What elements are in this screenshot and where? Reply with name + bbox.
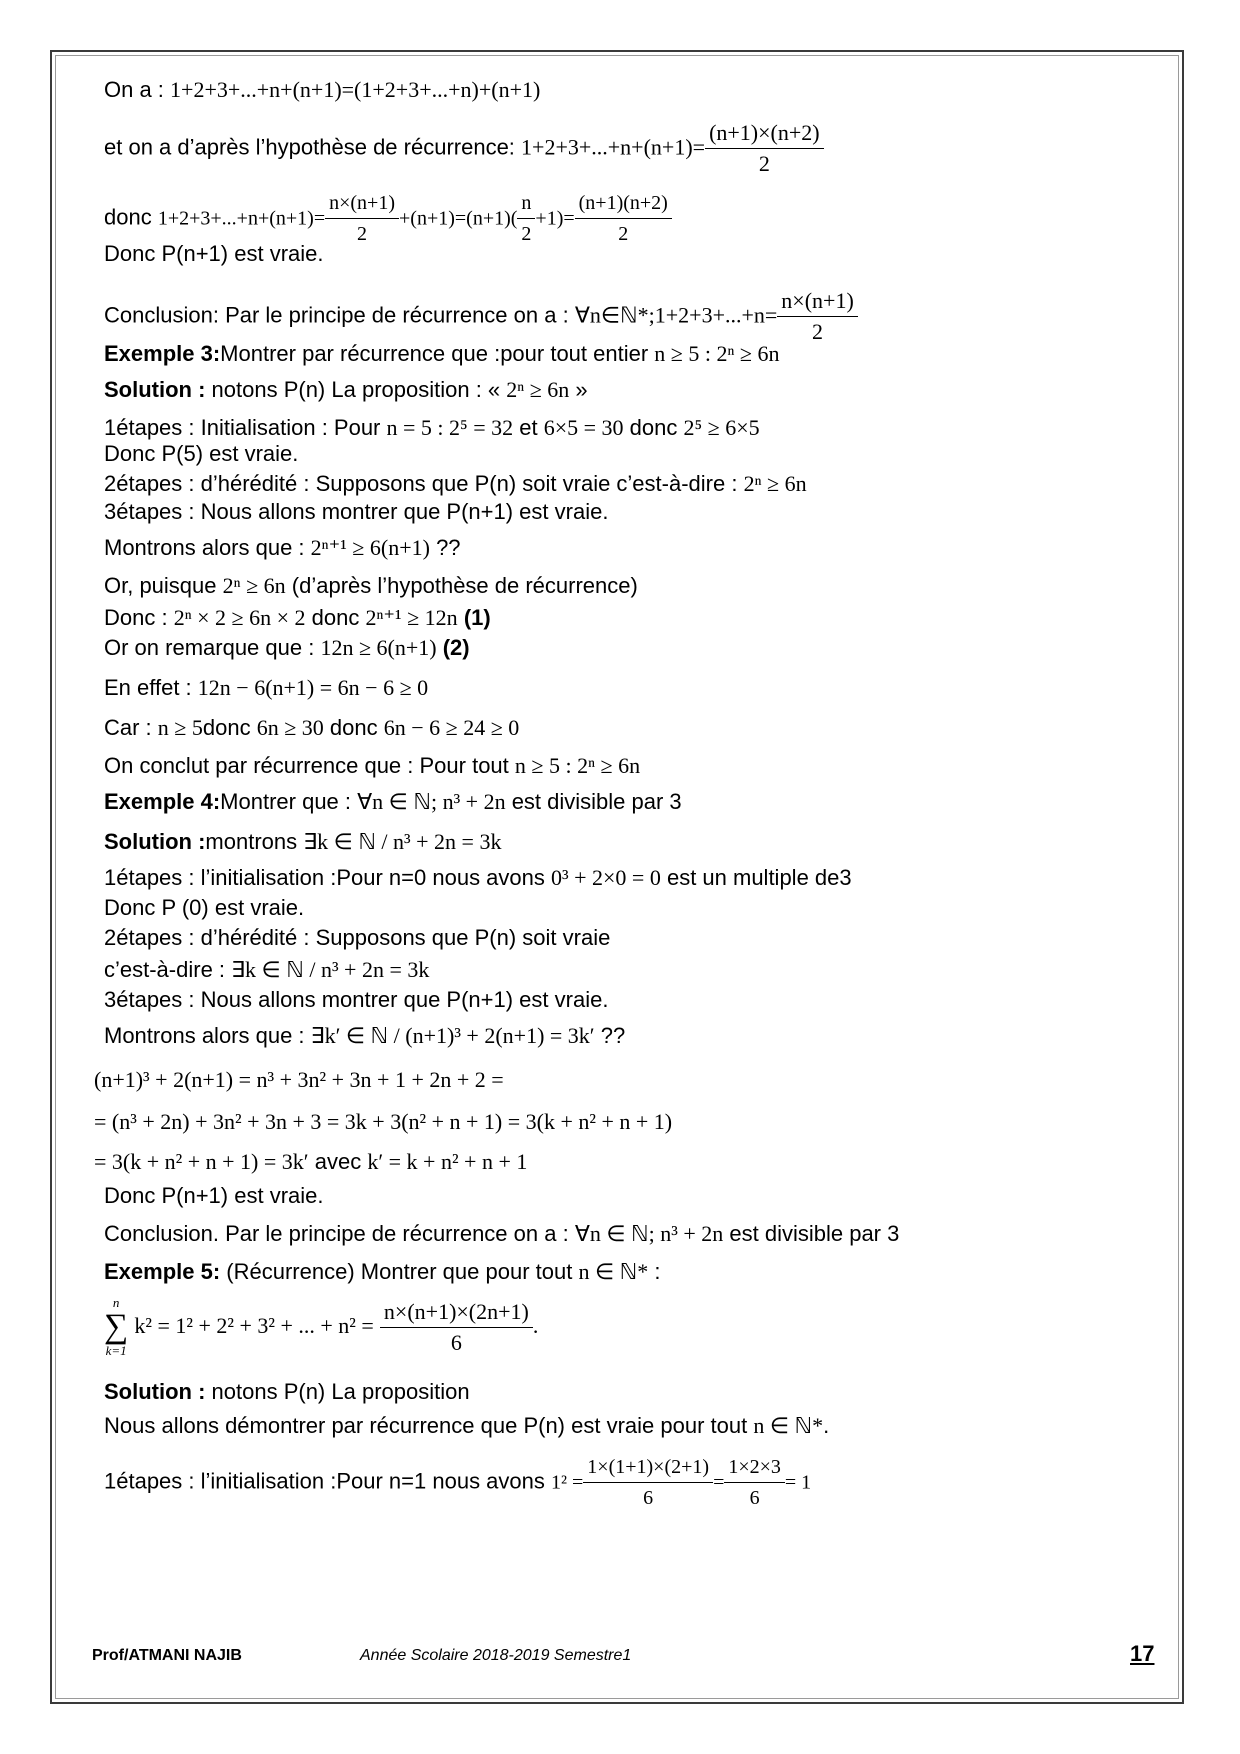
numerator: 1×2×3 bbox=[724, 1452, 785, 1483]
line-hypothese bbox=[104, 118, 824, 179]
line-calc-3 bbox=[94, 1148, 527, 1176]
equation: = 1 bbox=[784, 1471, 812, 1494]
line-etape3: 3étapes : Nous allons montrer que P(n+1) est vraie. bbox=[104, 499, 609, 524]
text: ?? bbox=[429, 535, 461, 560]
text: . bbox=[823, 1413, 830, 1438]
denominator: 6 bbox=[749, 1487, 760, 1509]
text: montrons bbox=[205, 829, 304, 854]
equation: 2ⁿ⁺¹ ≥ 12n bbox=[365, 605, 458, 630]
equation: ∃k ∈ ℕ / n³ + 2n = 3k bbox=[231, 957, 430, 982]
text: avec bbox=[308, 1149, 368, 1174]
line-calc-2 bbox=[94, 1108, 672, 1136]
equation: 2ⁿ ≥ 6n bbox=[743, 471, 807, 496]
equation: ∀n ∈ ℕ; n³ + 2n bbox=[574, 1221, 724, 1246]
text: c’est-à-dire : bbox=[104, 957, 232, 982]
text: (Récurrence) Montrer que pour tout bbox=[220, 1259, 579, 1284]
denominator: 2 bbox=[618, 223, 629, 245]
text: Nous allons démontrer par récurrence que P(n) est vraie pour tout bbox=[104, 1413, 754, 1438]
line-etape1 bbox=[104, 414, 760, 442]
line-init-4 bbox=[104, 864, 852, 892]
equation: n ∈ ℕ* bbox=[578, 1259, 649, 1284]
numerator: (n+1)×(n+2) bbox=[705, 118, 824, 149]
summation-symbol bbox=[104, 1296, 128, 1358]
equation: n ≥ 5 : 2ⁿ ≥ 6n bbox=[654, 341, 780, 366]
line-car bbox=[104, 714, 519, 742]
line-conclusion-3 bbox=[104, 752, 640, 780]
line-conclusion-4 bbox=[104, 1220, 899, 1248]
equation: 2ⁿ⁺¹ ≥ 6(n+1) bbox=[310, 535, 430, 560]
text: est un multiple de3 bbox=[660, 865, 852, 890]
text: notons P(n) La proposition bbox=[211, 1379, 470, 1404]
text: On conclut par récurrence que : Pour tout bbox=[104, 753, 515, 778]
line-or-puisque bbox=[104, 572, 638, 600]
text: Donc : bbox=[104, 605, 174, 630]
equation: n = 5 : 2⁵ = 32 bbox=[386, 415, 514, 440]
line-donc-vraie: Donc P(n+1) est vraie. bbox=[104, 241, 324, 266]
numerator: n×(n+1)×(2n+1) bbox=[380, 1297, 533, 1328]
line-donc-p0: Donc P (0) est vraie. bbox=[104, 895, 305, 920]
equation: +1)= bbox=[535, 207, 575, 230]
text: Or, puisque bbox=[104, 573, 223, 598]
text: » bbox=[569, 377, 588, 402]
text: est divisible par 3 bbox=[505, 789, 682, 814]
equation: k′ = k + n² + n + 1 bbox=[367, 1149, 528, 1174]
text: donc bbox=[104, 204, 158, 230]
numerator: n×(n+1) bbox=[777, 286, 857, 317]
text: Montrons alors que : bbox=[104, 1023, 311, 1048]
text: Montrons alors que : bbox=[104, 535, 311, 560]
equation: (n+1)³ + 2(n+1) = n³ + 3n² + 3n + 1 + 2n + 2 = bbox=[94, 1067, 504, 1092]
line-on-a bbox=[104, 76, 540, 104]
equation: 1+2+3+...+n+(n+1)= bbox=[521, 134, 706, 160]
solution-label: Solution : bbox=[104, 1379, 212, 1404]
equation: 0³ + 2×0 = 0 bbox=[551, 865, 661, 890]
denominator: 2 bbox=[758, 151, 770, 176]
equation: 2⁵ ≥ 6×5 bbox=[683, 415, 760, 440]
equation: 6×5 = 30 bbox=[543, 415, 624, 440]
line-somme bbox=[104, 1296, 538, 1358]
solution-label: Solution : bbox=[104, 829, 206, 854]
fraction bbox=[777, 286, 857, 347]
line-calc-1 bbox=[94, 1066, 504, 1094]
equation: = 3(k + n² + n + 1) = 3k′ bbox=[94, 1149, 309, 1174]
text: . bbox=[532, 1312, 539, 1338]
fraction bbox=[325, 188, 399, 249]
text: donc bbox=[323, 715, 384, 740]
equation: = bbox=[713, 1471, 725, 1494]
footer-year: Année Scolaire 2018-2019 Semestre1 bbox=[360, 1647, 632, 1664]
denominator: 2 bbox=[357, 223, 368, 245]
line-conclusion-1 bbox=[104, 286, 858, 347]
line-solution-4 bbox=[104, 828, 501, 856]
fraction bbox=[724, 1452, 785, 1513]
line-etape3-4: 3étapes : Nous allons montrer que P(n+1) est vraie. bbox=[104, 987, 609, 1012]
numerator: n bbox=[517, 188, 535, 219]
text: On a : bbox=[104, 77, 171, 102]
text: : bbox=[648, 1259, 661, 1284]
page-number: 17 bbox=[1130, 1641, 1155, 1666]
line-heredite-4: 2étapes : d’hérédité : Supposons que P(n) soit vraie bbox=[104, 925, 611, 950]
denominator: 6 bbox=[643, 1487, 654, 1509]
line-exemple-5 bbox=[104, 1258, 660, 1286]
equation: 1+2+3+...+n+(n+1)=(1+2+3+...+n)+(n+1) bbox=[170, 77, 541, 102]
equation: 6n ≥ 30 bbox=[256, 715, 324, 740]
text: donc bbox=[623, 415, 684, 440]
numerator: (n+1)(n+2) bbox=[575, 188, 672, 219]
line-donc-vraie-2: Donc P(n+1) est vraie. bbox=[104, 1183, 324, 1208]
line-montrons-1 bbox=[104, 534, 461, 562]
fraction bbox=[517, 188, 535, 249]
equation: = (n³ + 2n) + 3n² + 3n + 3 = 3k + 3(n² + n + 1) = 3(k + n² + n + 1) bbox=[94, 1109, 673, 1134]
equation: 12n − 6(n+1) = 6n − 6 ≥ 0 bbox=[197, 675, 429, 700]
line-nous-allons bbox=[104, 1412, 829, 1440]
fraction bbox=[575, 188, 672, 249]
text: 1étapes : l’initialisation :Pour n=0 nous avons bbox=[104, 865, 552, 890]
line-en-effet bbox=[104, 674, 428, 702]
example-label: Exemple 3: bbox=[104, 341, 221, 366]
text: donc bbox=[202, 715, 257, 740]
denominator: 2 bbox=[812, 319, 824, 344]
line-donc-p5: Donc P(5) est vraie. bbox=[104, 441, 299, 466]
sigma: ∑ bbox=[104, 1308, 129, 1345]
line-or-remarque bbox=[104, 634, 470, 662]
text: Car : bbox=[104, 715, 158, 740]
numerator: n×(n+1) bbox=[325, 188, 399, 219]
equation: 1² = bbox=[551, 1471, 584, 1494]
equation: ∀n ∈ ℕ; n³ + 2n bbox=[357, 789, 506, 814]
text: 1étapes : Initialisation : Pour bbox=[104, 415, 387, 440]
text: donc bbox=[305, 605, 366, 630]
text: est divisible par 3 bbox=[723, 1221, 900, 1246]
line-init-5 bbox=[104, 1452, 811, 1513]
equation: 2ⁿ ≥ 6n bbox=[506, 377, 570, 402]
sum-upper-bound: n bbox=[112, 1295, 120, 1310]
text: (d’après l’hypothèse de récurrence) bbox=[285, 573, 638, 598]
text: et on a d’après l’hypothèse de récurrence: bbox=[104, 134, 522, 160]
text: Conclusion: Par le principe de récurrence on a : bbox=[104, 302, 575, 328]
text: Conclusion. Par le principe de récurrence on a : bbox=[104, 1221, 575, 1246]
text: Montrer par récurrence que :pour tout entier bbox=[220, 341, 655, 366]
equation: k² = 1² + 2² + 3² + ... + n² = bbox=[134, 1312, 374, 1338]
equation: n ∈ ℕ* bbox=[753, 1413, 824, 1438]
text: Or on remarque que : bbox=[104, 635, 321, 660]
line-solution-5 bbox=[104, 1378, 470, 1406]
equation-tag: (2) bbox=[442, 635, 470, 660]
equation: n ≥ 5 bbox=[157, 715, 203, 740]
fraction bbox=[705, 118, 824, 179]
equation: ∀n∈ℕ*;1+2+3+...+n= bbox=[574, 302, 778, 328]
denominator: 6 bbox=[450, 1329, 462, 1355]
text: En effet : bbox=[104, 675, 198, 700]
equation: ∃k ∈ ℕ / n³ + 2n = 3k bbox=[303, 829, 502, 854]
equation: 1+2+3+...+n+(n+1)= bbox=[157, 207, 326, 230]
line-montrons-2 bbox=[104, 1022, 625, 1050]
line-donc-1 bbox=[104, 604, 491, 632]
footer-author: Prof/ATMANI NAJIB bbox=[92, 1647, 242, 1664]
line-exemple-3 bbox=[104, 340, 780, 368]
text: Montrer que : bbox=[220, 789, 358, 814]
line-cest-a-dire bbox=[104, 956, 429, 984]
equation: ∃k′ ∈ ℕ / (n+1)³ + 2(n+1) = 3k′ bbox=[310, 1023, 595, 1048]
fraction bbox=[380, 1297, 533, 1358]
solution-label: Solution : bbox=[104, 377, 212, 402]
text: et bbox=[513, 415, 544, 440]
text: ?? bbox=[594, 1023, 626, 1048]
equation: n ≥ 5 : 2ⁿ ≥ 6n bbox=[514, 753, 641, 778]
equation: 2ⁿ ≥ 6n bbox=[222, 573, 286, 598]
line-exemple-4 bbox=[104, 788, 682, 816]
line-etape2 bbox=[104, 470, 807, 498]
fraction bbox=[583, 1452, 713, 1513]
text: notons P(n) La proposition : « bbox=[211, 377, 507, 402]
equation: 12n ≥ 6(n+1) bbox=[320, 635, 437, 660]
line-solution-3 bbox=[104, 376, 588, 404]
equation-tag: (1) bbox=[463, 605, 491, 630]
sum-lower-bound: k=1 bbox=[105, 1343, 127, 1358]
numerator: 1×(1+1)×(2+1) bbox=[583, 1452, 713, 1483]
example-label: Exemple 4: bbox=[104, 789, 221, 814]
equation: 2ⁿ × 2 ≥ 6n × 2 bbox=[173, 605, 306, 630]
text: 1étapes : l’initialisation :Pour n=1 nous avons bbox=[104, 1468, 552, 1494]
equation: +(n+1)=(n+1)( bbox=[399, 207, 518, 230]
example-label: Exemple 5: bbox=[104, 1259, 221, 1284]
denominator: 2 bbox=[521, 223, 532, 245]
equation: 6n − 6 ≥ 24 ≥ 0 bbox=[383, 715, 520, 740]
text: 2étapes : d’hérédité : Supposons que P(n) soit vraie c’est-à-dire : bbox=[104, 471, 744, 496]
